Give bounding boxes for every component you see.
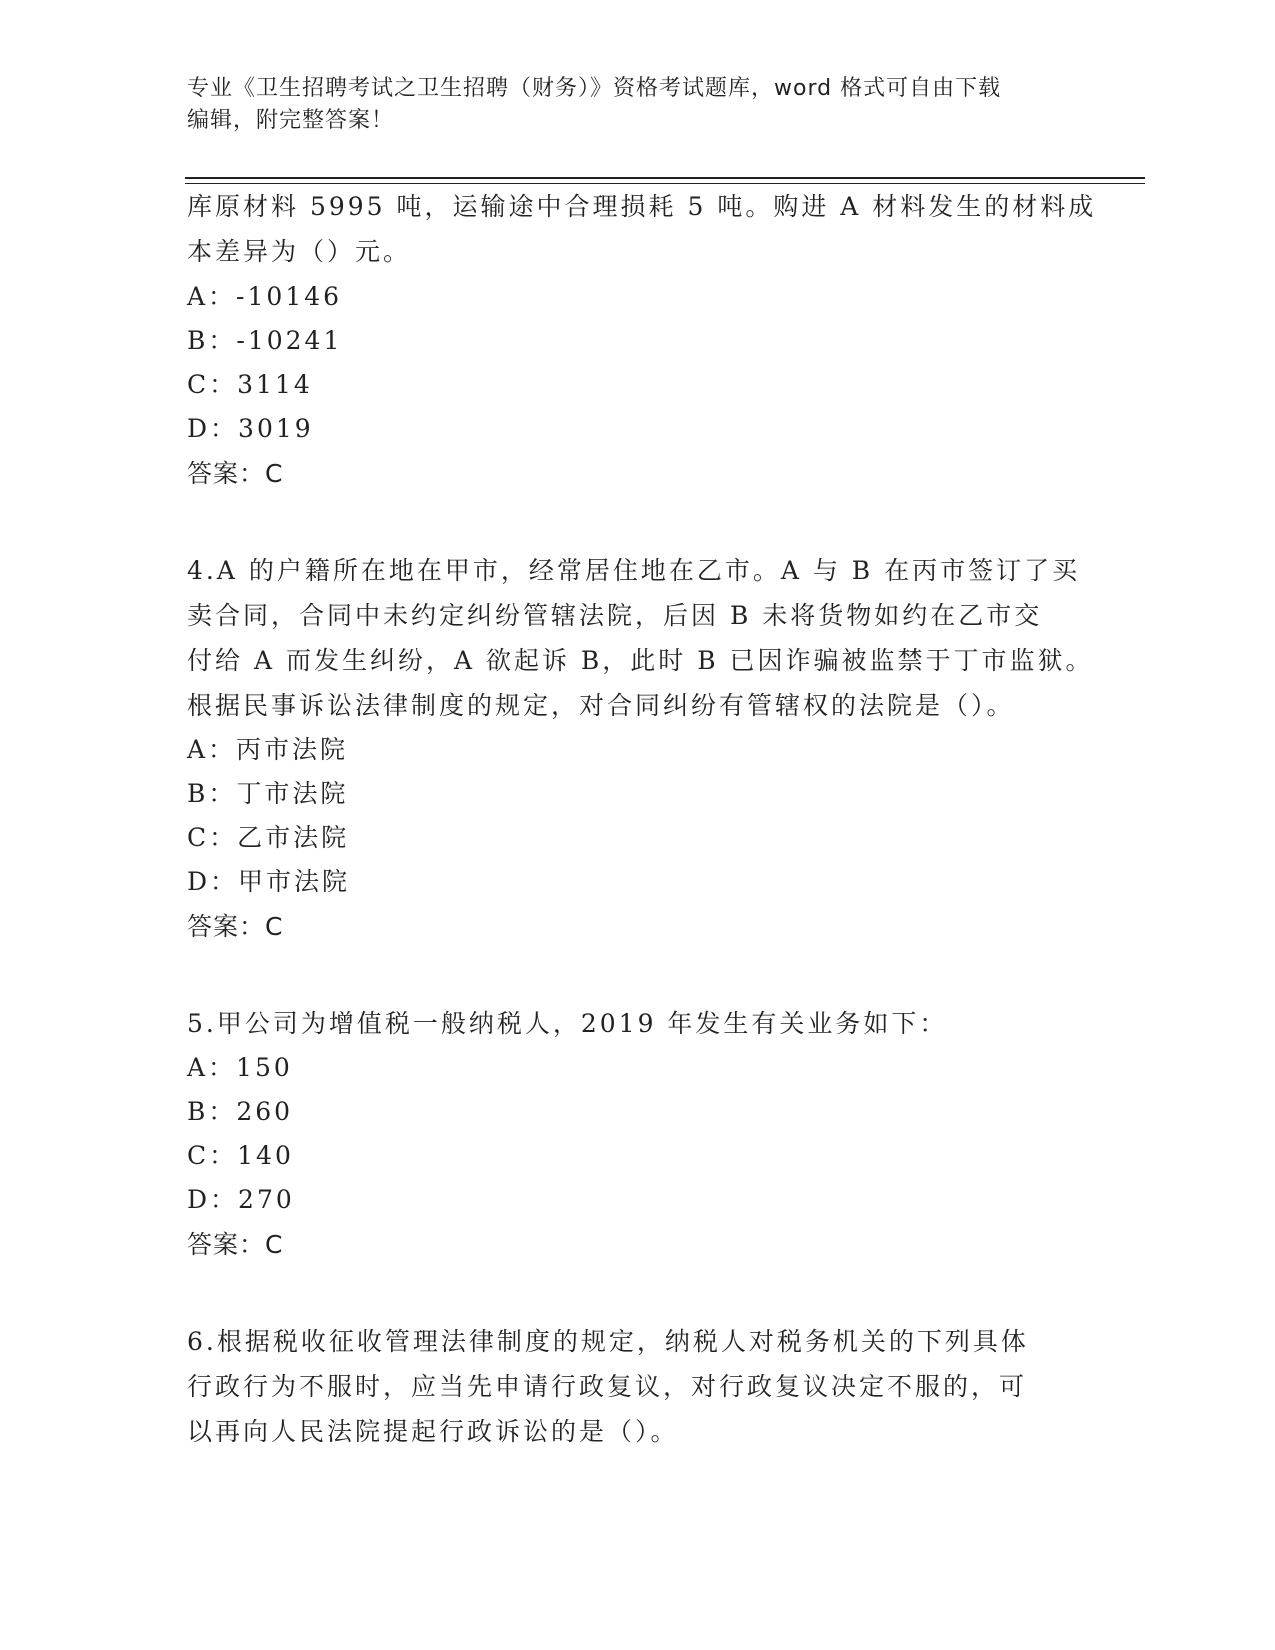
q5-option-d: D：270 [187, 1185, 295, 1214]
q5-option-c: C：140 [187, 1141, 294, 1170]
q5-stem-line-1: 5.甲公司为增值税一般纳税人，2019 年发生有关业务如下： [187, 1009, 948, 1038]
q5-option-b: B：260 [187, 1097, 294, 1126]
q3-stem-line-1: 库原材料 5995 吨，运输途中合理损耗 5 吨。购进 A 材料发生的材料成 [187, 192, 1097, 221]
header-line-2: 编辑，附完整答案！ [187, 108, 395, 133]
q3-answer: 答案：C [187, 459, 284, 488]
q5-answer: 答案：C [187, 1230, 284, 1259]
q4-option-b: B：丁市法院 [187, 779, 349, 808]
header-divider-thin [185, 183, 1145, 184]
q3-option-b: B：-10241 [187, 326, 343, 355]
q4-option-c: C：乙市法院 [187, 823, 350, 852]
header-line-1: 专业《卫生招聘考试之卫生招聘（财务）》资格考试题库，word 格式可自由下载 [187, 76, 1002, 101]
header-divider-thick [185, 177, 1145, 179]
q3-option-a: A：-10146 [187, 282, 343, 311]
q6-stem-line-2: 行政行为不服时，应当先申请行政复议，对行政复议决定不服的，可 [187, 1372, 1028, 1401]
q4-option-a: A：丙市法院 [187, 735, 349, 764]
q3-stem-line-2: 本差异为（）元。 [187, 237, 412, 266]
q4-stem-line-1: 4.A 的户籍所在地在甲市，经常居住地在乙市。A 与 B 在丙市签订了买 [187, 556, 1081, 585]
q4-stem-line-4: 根据民事诉讼法律制度的规定，对合同纠纷有管辖权的法院是（）。 [187, 691, 1015, 720]
q4-answer: 答案：C [187, 912, 284, 941]
q6-stem-line-1: 6.根据税收征收管理法律制度的规定，纳税人对税务机关的下列具体 [187, 1327, 1029, 1356]
q3-option-d: D：3019 [187, 414, 314, 443]
q5-option-a: A：150 [187, 1053, 293, 1082]
q4-option-d: D：甲市法院 [187, 867, 351, 896]
q6-stem-line-3: 以再向人民法院提起行政诉讼的是（）。 [187, 1417, 679, 1446]
q3-option-c: C：3114 [187, 370, 313, 399]
q4-stem-line-3: 付给 A 而发生纠纷，A 欲起诉 B，此时 B 已因诈骗被监禁于丁市监狱。 [187, 646, 1094, 675]
q4-stem-line-2: 卖合同，合同中未约定纠纷管辖法院，后因 B 未将货物如约在乙市交 [187, 601, 1043, 630]
document-header [187, 73, 1087, 137]
